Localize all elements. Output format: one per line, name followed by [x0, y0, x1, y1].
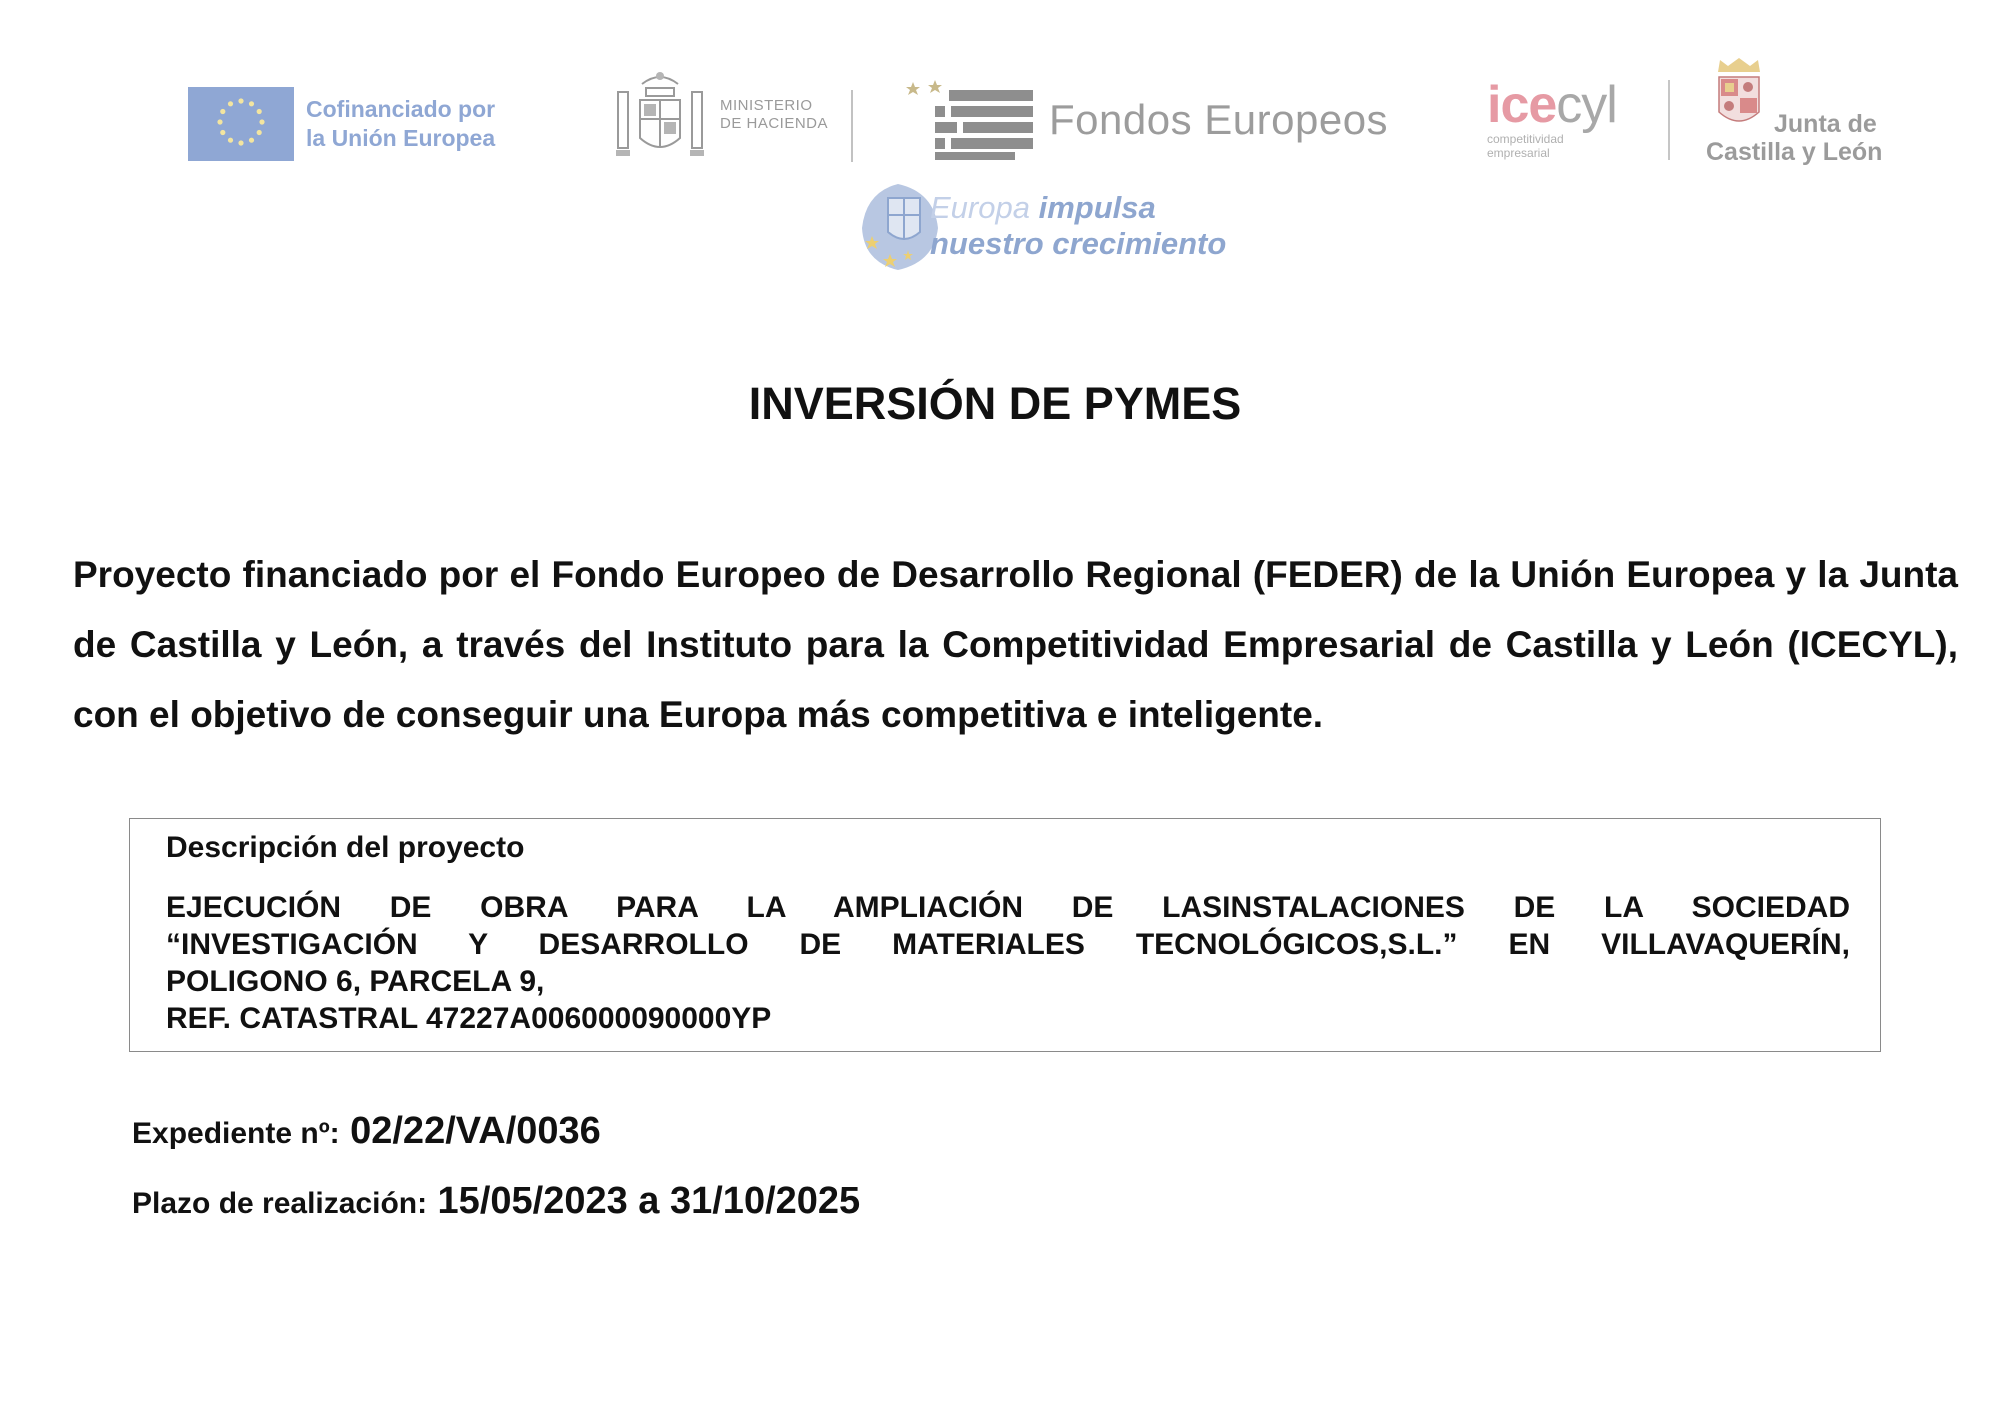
- project-description-line: “INVESTIGACIÓN Y DESARROLLO DE MATERIALES TECNOLÓGICOS,S.L.” EN VILLAVAQUERÍN,: [166, 928, 1850, 961]
- logo-header: [0, 0, 2000, 290]
- spain-coat-of-arms-icon: [612, 66, 708, 164]
- junta-line-2: Castilla y León: [1706, 138, 1883, 166]
- project-description-text: [166, 889, 1850, 1037]
- funding-statement: Proyecto financiado por el Fondo Europeo de Desarrollo Regional (FEDER) de la Unión Europea y la Junta de Castilla y León, a través del Instituto para la Competitividad Empresarial de Castilla y León (ICECYL), con el objetivo de conseguir una Europa más competitiva e inteligente.: [73, 554, 1958, 735]
- fondos-europeos-text: Fondos Europeos: [1049, 96, 1389, 143]
- europa-impulsa-word-europa: Europa: [930, 190, 1030, 225]
- expediente-value: 02/22/VA/0036: [350, 1110, 601, 1152]
- icecyl-logo: [1487, 78, 1617, 160]
- page-title: INVERSIÓN DE PYMES: [748, 378, 1242, 429]
- project-description-box: [129, 818, 1881, 1052]
- icecyl-word-cyl: cyl: [1556, 76, 1617, 134]
- europa-impulsa-word-impulsa: impulsa: [1038, 190, 1156, 225]
- ministerio-line-1: MINISTERIO: [720, 97, 813, 114]
- fondos-europeos-mark-icon: [905, 78, 1035, 162]
- icecyl-subtitle-1: competitividad: [1487, 132, 1564, 146]
- icecyl-subtitle-2: empresarial: [1487, 146, 1550, 160]
- logo-divider: [1668, 80, 1670, 160]
- junta-line-1: Junta de: [1774, 110, 1877, 138]
- project-description-line: POLIGONO 6, PARCELA 9,: [166, 965, 545, 998]
- project-description-line: EJECUCIÓN DE OBRA PARA LA AMPLIACIÓN DE LASINSTALACIONES DE LA SOCIEDAD: [166, 891, 1850, 924]
- eu-logo-line-2: la Unión Europea: [306, 125, 496, 151]
- eu-logo-line-1: Cofinanciado por: [306, 96, 496, 122]
- expediente-field: [132, 1110, 601, 1153]
- logo-divider: [851, 90, 853, 162]
- fondos-europeos-logo: [905, 78, 1388, 162]
- expediente-label: Expediente nº:: [132, 1117, 340, 1150]
- crown-icon: [1716, 56, 1762, 74]
- europa-impulsa-line-2: nuestro crecimiento: [930, 226, 1227, 261]
- eu-cofinanciado-logo: [188, 87, 495, 161]
- project-description-line: REF. CATASTRAL 47227A006000090000YP: [166, 1002, 772, 1035]
- plazo-label: Plazo de realización:: [132, 1187, 428, 1220]
- castilla-leon-shield-icon: [1718, 76, 1760, 128]
- project-description-label: Descripción del proyecto: [166, 831, 525, 864]
- plazo-field: [132, 1180, 860, 1223]
- plazo-value: 15/05/2023 a 31/10/2025: [437, 1180, 861, 1222]
- ministerio-line-2: DE HACIENDA: [720, 115, 829, 132]
- eu-flag-icon: [188, 87, 294, 161]
- ministerio-hacienda-logo: [612, 66, 828, 164]
- europa-impulsa-logo: [858, 178, 1238, 276]
- europa-globe-icon: [858, 180, 940, 274]
- icecyl-word-ice: ice: [1487, 76, 1557, 134]
- junta-castilla-leon-logo: [1704, 56, 1894, 176]
